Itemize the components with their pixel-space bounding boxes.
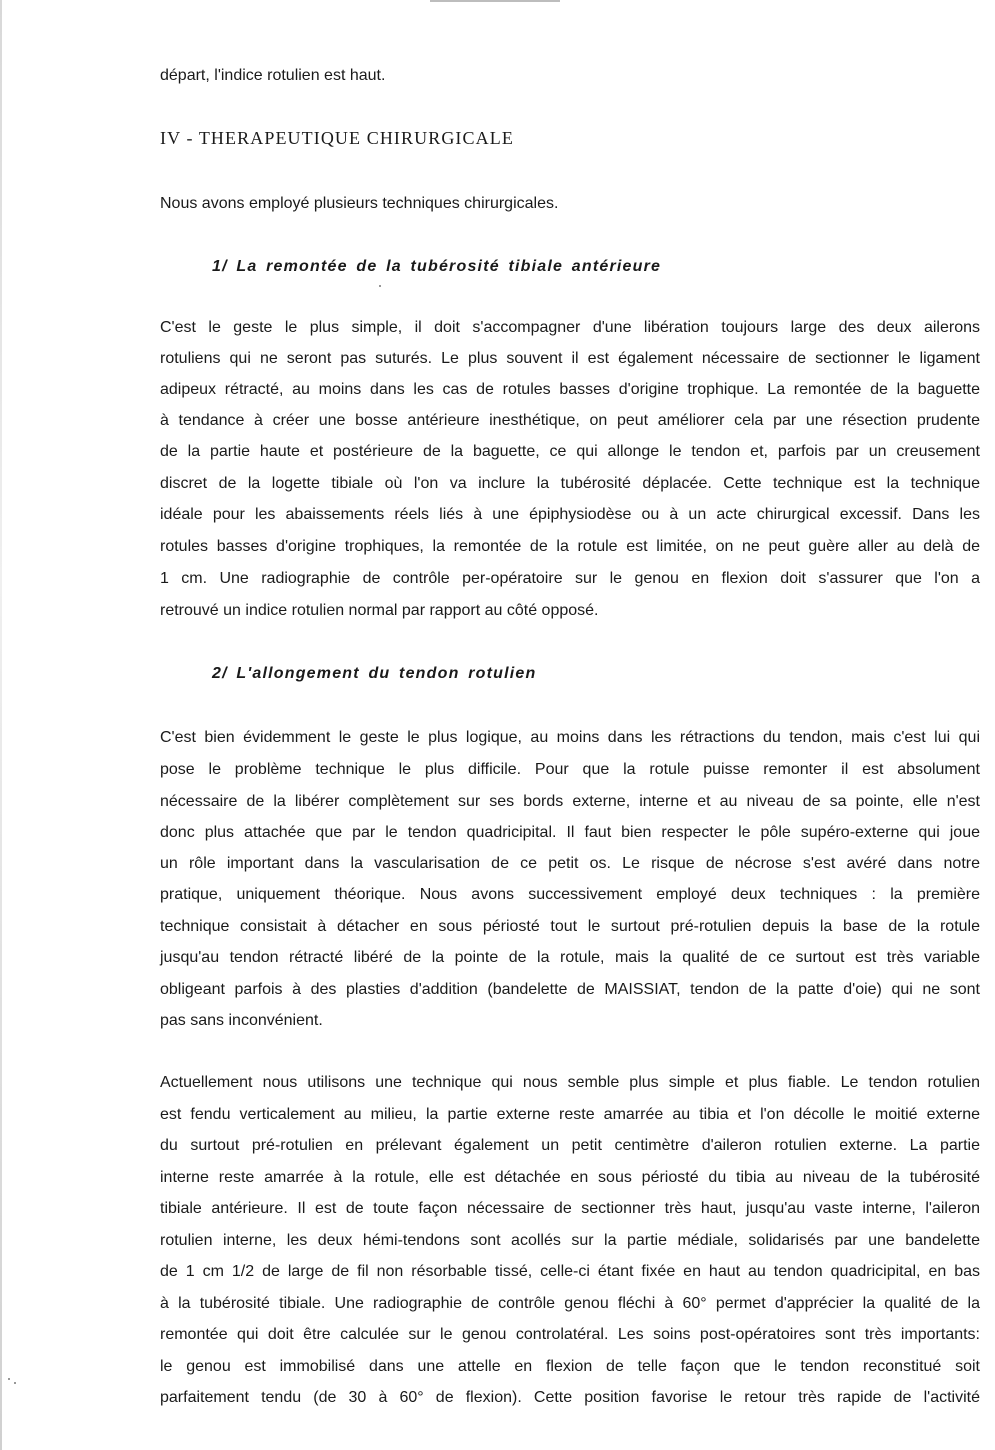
paragraph-line: C'est le geste le plus simple, il doit s'accompagner d'une libération toujours large des deux ailerons — [160, 319, 980, 336]
paragraph-line: 1 cm. Une radiographie de contrôle per-opératoire sur le genou en flexion doit s'assurer que l'on a — [160, 570, 980, 587]
paragraph-line: à tendance à créer une bosse antérieure inesthétique, on peut améliorer cela par une résection prudente — [160, 412, 980, 429]
paragraph-line: à la tubérosité tibiale. Une radiographie de contrôle genou fléchi à 60° permet d'apprécier la qualité de la — [160, 1295, 980, 1312]
section-title: IV - THERAPEUTIQUE CHIRURGICALE — [160, 128, 514, 148]
paragraph-line: est fendu verticalement au milieu, la partie externe reste amarrée au tibia et l'on décolle le moitié externe — [160, 1106, 980, 1123]
paragraph-line: C'est bien évidemment le geste le plus logique, au moins dans les rétractions du tendon, mais c'est lui qui — [160, 729, 980, 746]
paragraph-line: donc plus attachée que par le tendon quadricipital. Il faut bien respecter le pôle supéro-externe qui joue — [160, 824, 980, 841]
subsection-2-title: 2/ L'allongement du tendon rotulien — [212, 665, 537, 682]
paragraph-line: un rôle important dans la vascularisation de ce petit os. Le risque de nécrose s'est avéré dans notre — [160, 855, 980, 872]
paragraph-line: rotules basses d'origine trophiques, la remontée de la rotule est limitée, on ne peut guère aller au delà de — [160, 538, 980, 555]
paragraph-line: Actuellement nous utilisons une technique qui nous semble plus simple et plus fiable. Le tendon rotulien — [160, 1074, 980, 1091]
paragraph-line: nécessaire de la libérer complètement sur ses bords externe, interne et au niveau de sa pointe, elle n'est — [160, 793, 980, 810]
paragraph-line: rotuliens qui ne seront pas suturés. Le plus souvent il est également nécessaire de sectionner le ligament — [160, 350, 980, 367]
paragraph-line: jusqu'au tendon rétracté libéré de la pointe de la rotule, mais la qualité de ce surtout est très variable — [160, 949, 980, 966]
paragraph-line: obligeant parfois à des plasties d'addition (bandelette de MAISSIAT, tendon de la patte d'oie) qui ne sont — [160, 981, 980, 998]
paragraph-line: discret de la logette tibiale où l'on va inclure la tubérosité déplacée. Cette technique est la technique — [160, 475, 980, 492]
paragraph-line: pas sans inconvénient. — [160, 1012, 323, 1029]
paragraph-line: interne reste amarrée à la rotule, elle est détachée en sous périosté du tibia au niveau de la tubérosité — [160, 1169, 980, 1186]
paragraph-line: pose le problème technique le plus difficile. Pour que la rotule puisse remonter il est absolument — [160, 761, 980, 778]
paragraph-line: pratique, uniquement théorique. Nous avons successivement employé deux techniques : la première — [160, 886, 980, 903]
section-intro: Nous avons employé plusieurs techniques chirurgicales. — [160, 195, 559, 212]
scan-speck — [8, 1378, 10, 1380]
paragraph-line: de la partie haute et postérieure de la baguette, ce qui allonge le tendon et, parfois par un creusement — [160, 443, 980, 460]
paragraph-line: idéale pour les abaissements réels liés à une épiphysiodèse ou à un acte chirurgical excessif. Dans les — [160, 506, 980, 523]
scan-speck — [14, 1382, 16, 1384]
paragraph-line: du surtout pré-rotulien en prélevant également un petit centimètre d'aileron rotulien externe. La partie — [160, 1137, 980, 1154]
paragraph-line: adipeux rétracté, au moins dans les cas de rotules basses d'origine trophique. La remontée de la baguette — [160, 381, 980, 398]
paragraph-line: parfaitement tendu (de 30 à 60° de flexion). Cette position favorise le retour très rapide de l'activité — [160, 1389, 980, 1406]
paragraph-line: le genou est immobilisé dans une attelle en flexion de telle façon que le tendon reconstitué soit — [160, 1358, 980, 1375]
scan-speck — [379, 285, 381, 287]
paragraph-line: rotulien interne, les deux hémi-tendons sont acollés sur la partie médiale, solidarisés par une bandelette — [160, 1232, 980, 1249]
scan-top-mark — [430, 0, 560, 2]
paragraph-line: retrouvé un indice rotulien normal par rapport au côté opposé. — [160, 602, 599, 619]
subsection-1-title: 1/ La remontée de la tubérosité tibiale antérieure — [212, 258, 662, 275]
intro-line: départ, l'indice rotulien est haut. — [160, 67, 386, 84]
paragraph-line: de 1 cm 1/2 de large de fil non résorbable tissé, celle-ci étant fixée en haut au tendon quadricipital, en bas — [160, 1263, 980, 1280]
scan-left-edge — [0, 0, 2, 1450]
paragraph-line: technique consistait à détacher en sous périosté tout le surtout pré-rotulien depuis la base de la rotule — [160, 918, 980, 935]
paragraph-line: tibiale antérieure. Il est de toute façon nécessaire de sectionner très haut, jusqu'au vaste interne, l'aileron — [160, 1200, 980, 1217]
paragraph-line: remontée qui doit être calculée sur le genou controlatéral. Les soins post-opératoires sont très importants: — [160, 1326, 980, 1343]
